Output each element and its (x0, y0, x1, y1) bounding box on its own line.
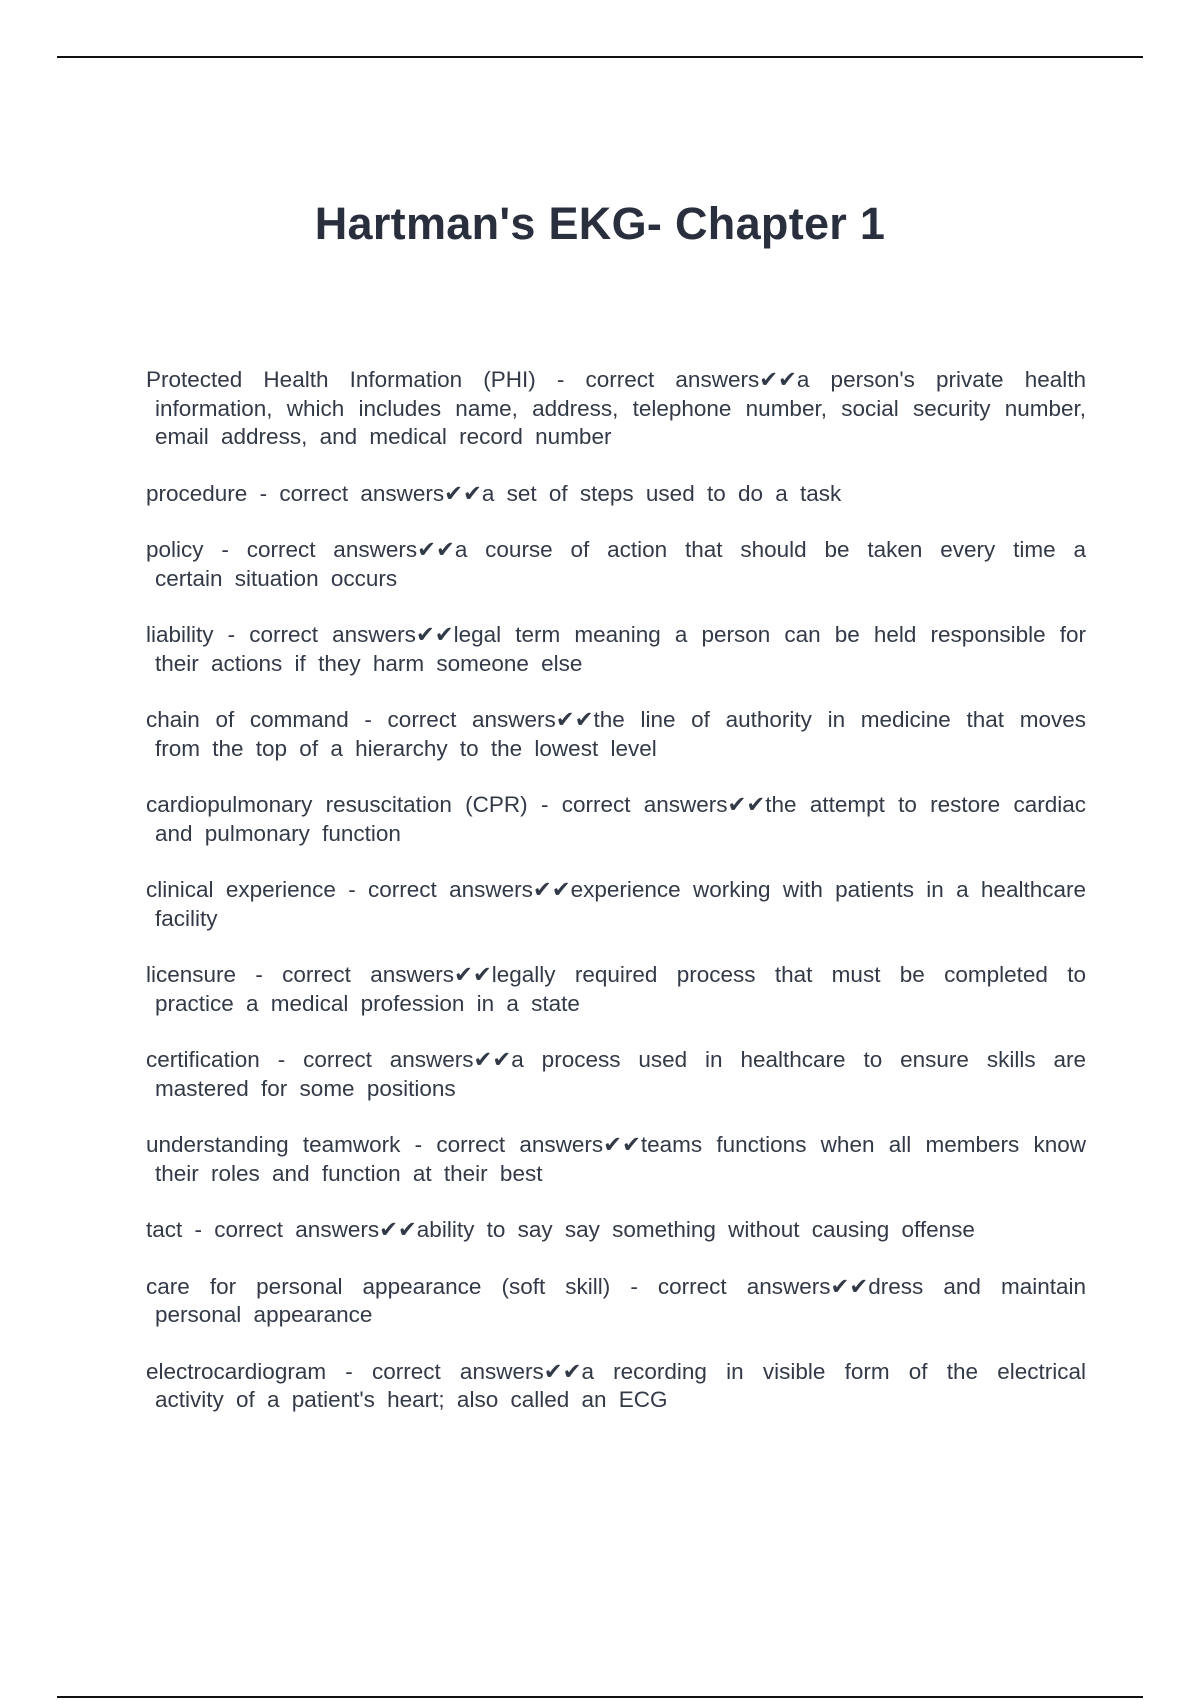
entry-term: chain of command (146, 707, 349, 732)
entry-definition: ability to say say something without causing offense (416, 1217, 975, 1242)
list-item (146, 1131, 1086, 1188)
list-item (146, 536, 1086, 593)
entry-definition: teams functions when all members know their roles and function at their best (155, 1132, 1086, 1186)
entry-definition: a recording in visible form of the electrical activity of a patient's heart; also called an ECG (155, 1358, 1086, 1412)
check-icon: ✔✔ (727, 792, 766, 817)
list-item (146, 1273, 1086, 1330)
entry-separator: - correct answers (236, 962, 455, 987)
flashcard-list (146, 366, 1086, 1443)
check-icon: ✔✔ (473, 1047, 512, 1072)
list-item (146, 961, 1086, 1018)
entry-term: care for personal appearance (soft skill) (146, 1273, 611, 1299)
list-item (146, 706, 1086, 763)
entry-separator: - correct answers (213, 622, 416, 647)
list-item (146, 480, 1086, 509)
list-item (146, 621, 1086, 678)
entry-term: licensure (146, 962, 237, 987)
entry-separator: - correct answers (535, 367, 760, 392)
entry-separator: - correct answers (348, 707, 556, 732)
check-icon: ✔✔ (454, 962, 492, 987)
entry-term: cardiopulmonary resuscitation (CPR) (146, 792, 528, 817)
entry-definition: the attempt to restore cardiac and pulmonary function (155, 792, 1086, 846)
entry-definition: a course of action that should be taken every time a certain situation occurs (155, 537, 1086, 591)
entry-separator: - correct answers (182, 1217, 380, 1242)
check-icon: ✔✔ (417, 537, 455, 562)
entry-term: Protected Health Information (PHI) (146, 367, 536, 392)
entry-definition: a set of steps used to do a task (481, 480, 842, 506)
entry-separator: - correct answers (400, 1132, 604, 1157)
bottom-rule (57, 1696, 1143, 1698)
entry-term: certification (146, 1047, 260, 1072)
page-title: Hartman's EKG- Chapter 1 (314, 198, 886, 249)
entry-definition: a process used in healthcare to ensure skills are mastered for some positions (155, 1047, 1086, 1101)
list-item (146, 876, 1086, 933)
entry-term: liability (146, 622, 214, 647)
entry-definition: the line of authority in medicine that moves from the top of a hierarchy to the lowest level (155, 707, 1086, 761)
check-icon: ✔✔ (555, 707, 594, 732)
list-item (146, 366, 1086, 452)
entry-definition: a person's private health information, which includes name, address, telephone number, social security number, email address, and medical record number (155, 367, 1086, 449)
list-item (146, 1358, 1086, 1415)
list-item (146, 1216, 1086, 1245)
entry-term: tact (146, 1217, 183, 1242)
entry-separator: - correct answers (527, 792, 728, 817)
entry-definition: legal term meaning a person can be held responsible for their actions if they harm someone else (155, 622, 1086, 676)
entry-term: understanding teamwork (146, 1132, 401, 1157)
entry-definition: legally required process that must be completed to practice a medical profession in a state (155, 962, 1086, 1016)
entry-separator: - correct answers (203, 537, 418, 562)
check-icon: ✔✔ (759, 367, 797, 392)
check-icon: ✔✔ (444, 480, 482, 506)
entry-term: policy (146, 537, 204, 562)
check-icon: ✔✔ (543, 1358, 582, 1384)
entry-separator: - correct answers (259, 1047, 474, 1072)
entry-term: clinical experience (146, 877, 336, 902)
entry-definition: experience working with patients in a healthcare facility (155, 877, 1086, 931)
entry-separator: - correct answers (326, 1358, 544, 1384)
check-icon: ✔✔ (603, 1132, 641, 1157)
check-icon: ✔✔ (415, 622, 454, 647)
top-rule (57, 56, 1143, 58)
check-icon: ✔✔ (379, 1217, 417, 1242)
entry-definition: dress and maintain personal appearance (155, 1273, 1086, 1327)
check-icon: ✔✔ (532, 877, 571, 902)
entry-term: electrocardiogram (146, 1358, 327, 1384)
entry-separator: - correct answers (247, 480, 445, 506)
check-icon: ✔✔ (830, 1273, 869, 1299)
entry-term: procedure (146, 480, 248, 506)
list-item (146, 791, 1086, 848)
entry-separator: - correct answers (610, 1273, 831, 1299)
entry-separator: - correct answers (335, 877, 533, 902)
list-item (146, 1046, 1086, 1103)
